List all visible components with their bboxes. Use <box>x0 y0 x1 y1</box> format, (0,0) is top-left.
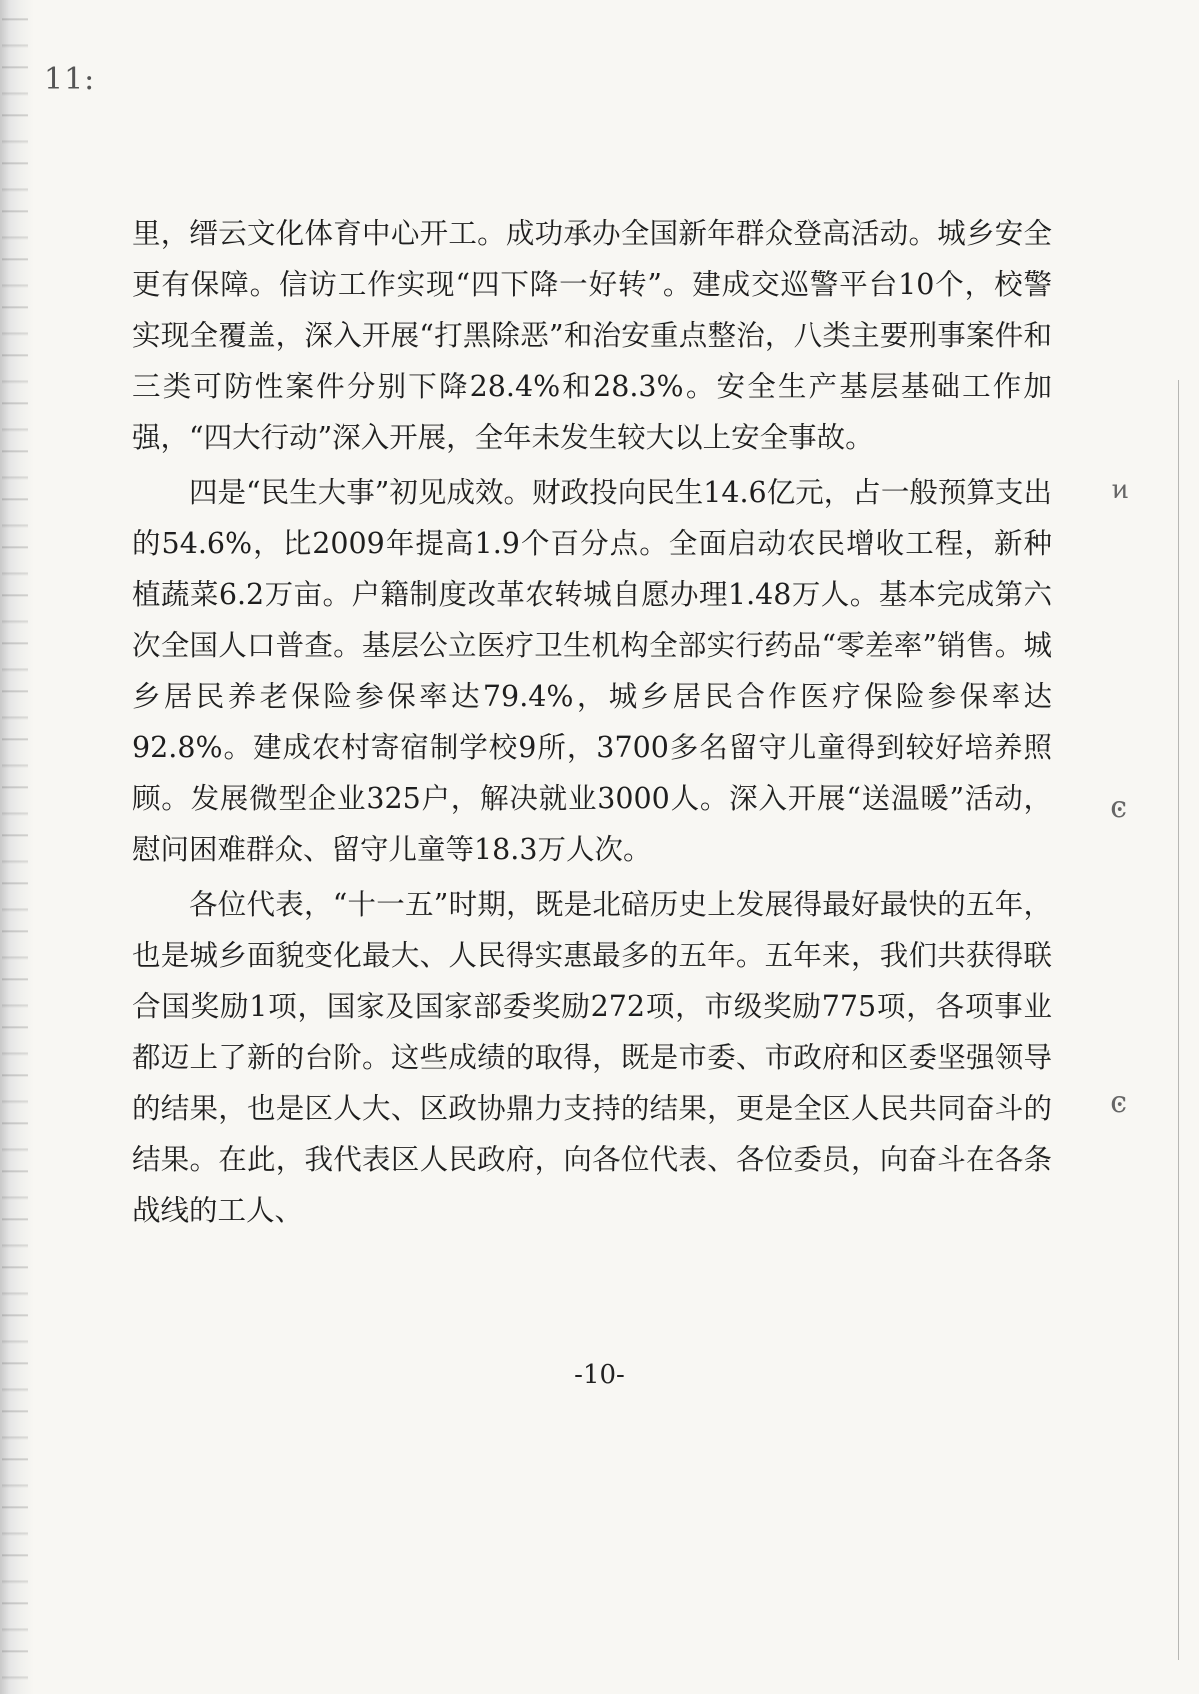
corner-mark: 11: <box>44 62 96 97</box>
scan-right-edge <box>1170 380 1179 1660</box>
paragraph-livelihood: 四是“民生大事”初见成效。财政投向民生14.6亿元，占一般预算支出的54.6%，比2009年提高1.9个百分点。全面启动农民增收工程，新种植蔬菜6.2万亩。户籍制度改革农转城自愿办理1.48万人。基本完成第六次全国人口普查。基层公立医疗卫生机构全部实行药品“零差率”销售。城乡居民养老保险参保率达79.4%，城乡居民合作医疗保险参保率达92.8%。建成农村寄宿制学校9所，3700多名留守儿童得到较好培养照顾。发展微型企业325户，解决就业3000人。深入开展“送温暖”活动，慰问困难群众、留守儿童等18.3万人次。 <box>132 476 1052 866</box>
page-number: -10- <box>574 1360 625 1390</box>
scan-artifact-mark: ͷ <box>1111 475 1129 505</box>
body-text <box>132 208 1052 1236</box>
scan-artifact-mark: ͼ <box>1110 790 1127 825</box>
scan-artifact-mark: ͼ <box>1110 1085 1127 1120</box>
paragraph-continuation: 里，缙云文化体育中心开工。成功承办全国新年群众登高活动。城乡安全更有保障。信访工作实现“四下降一好转”。建成交巡警平台10个，校警实现全覆盖，深入开展“打黑除恶”和治安重点整治，八类主要刑事案件和三类可防性案件分别下降28.4%和28.3%。安全生产基层基础工作加强，“四大行动”深入开展，全年未发生较大以上安全事故。 <box>132 217 1052 454</box>
scan-binding-specks <box>2 0 28 1694</box>
paragraph-summary: 各位代表，“十一五”时期，既是北碚历史上发展得最好最快的五年，也是城乡面貌变化最大、人民得实惠最多的五年。五年来，我们共获得联合国奖励1项，国家及国家部委奖励272项，市级奖励775项，各项事业都迈上了新的台阶。这些成绩的取得，既是市委、市政府和区委坚强领导的结果，也是区人大、区政协鼎力支持的结果，更是全区人民共同奋斗的结果。在此，我代表区人民政府，向各位代表、各位委员，向奋斗在各条战线的工人、 <box>132 888 1052 1227</box>
